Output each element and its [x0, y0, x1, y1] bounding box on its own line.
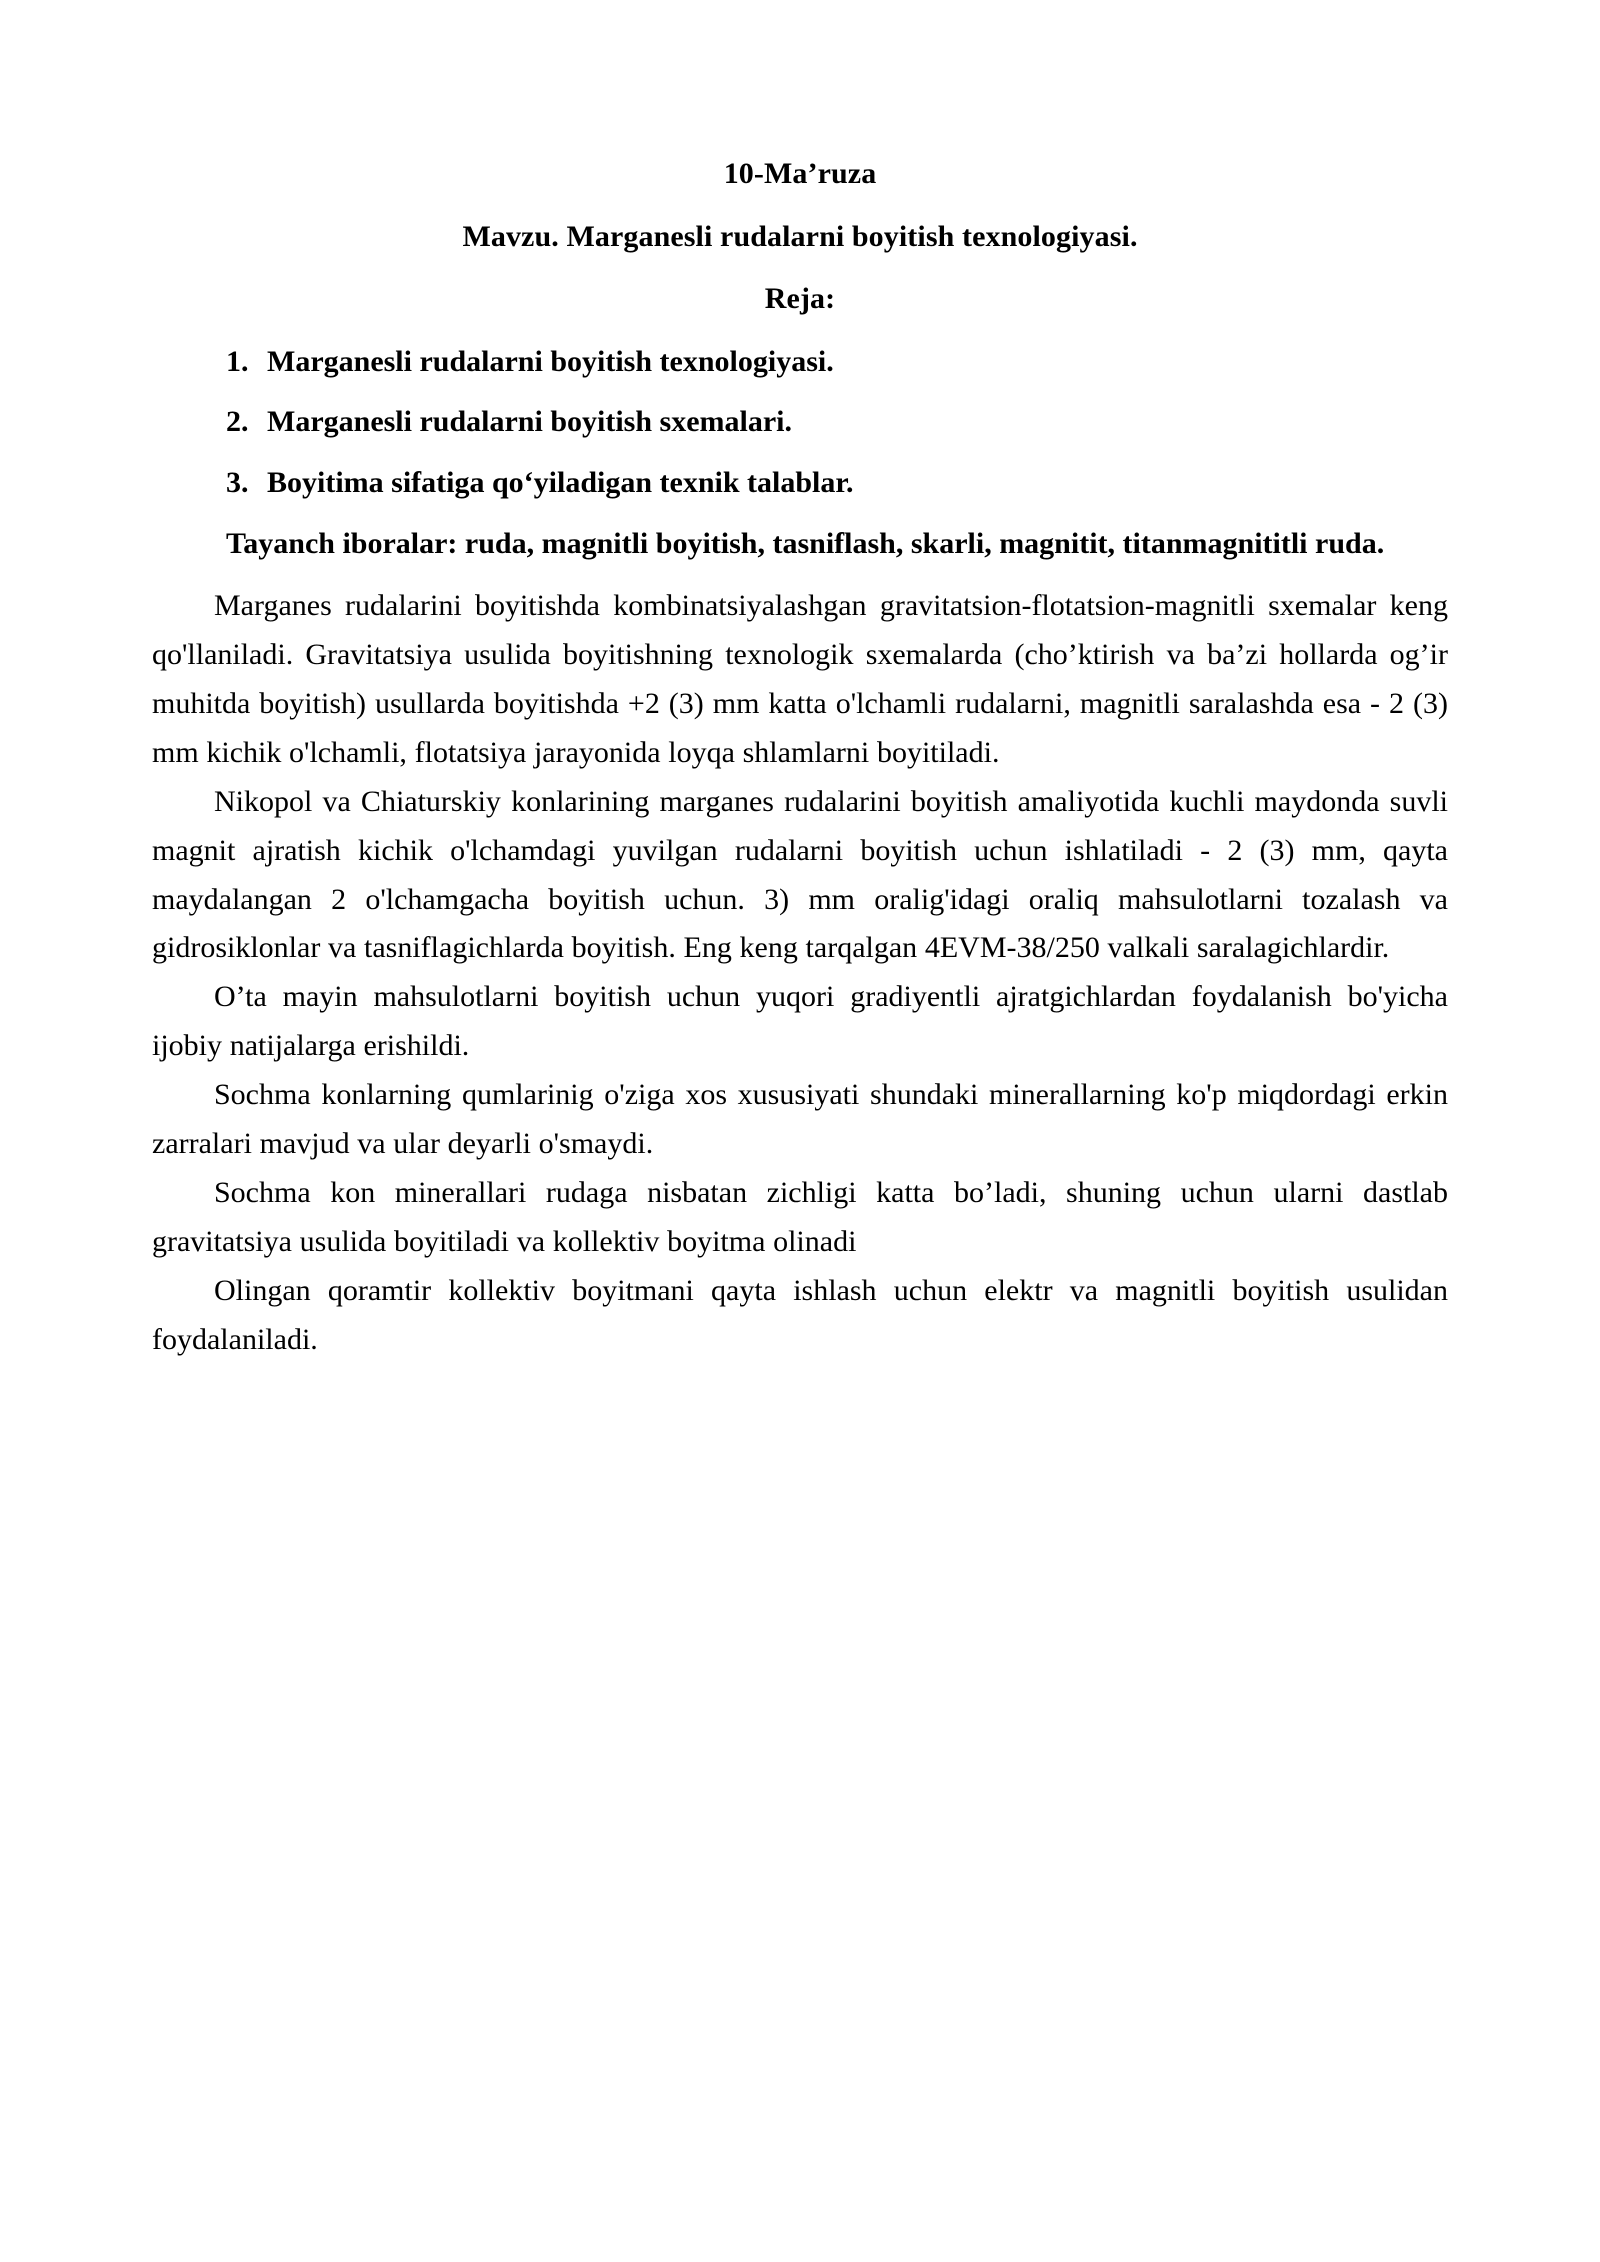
body-paragraph: Sochma kon minerallari rudaga nisbatan zichligi katta bo’ladi, shuning uchun ularni dastlab gravitatsiya usulida boyitiladi va kollektiv boyitma olinadi — [152, 1175, 1448, 1258]
body-paragraph: Olingan qoramtir kollektiv boyitmani qayta ishlash uchun elektr va magnitli boyitish usulidan foydalaniladi. — [152, 1273, 1448, 1356]
lecture-subject-heading: Mavzu. Marganesli rudalarni boyitish texnologiyasi. — [462, 219, 1138, 253]
plan-label: Reja: — [764, 282, 836, 316]
body-paragraph: Sochma konlarning qumlarinig o'ziga xos xususiyati shundaki minerallarning ko'p miqdordagi erkin zarralari mavjud va ular deyarli o'smaydi. — [152, 1078, 1448, 1160]
plan-list-item: Marganesli rudalarni boyitish sxemalari. — [267, 405, 792, 439]
lecture-number-heading: 10-Ma’ruza — [723, 157, 877, 190]
plan-list-item: Boyitima sifatiga qo‘yiladigan texnik talablar. — [267, 465, 854, 499]
keywords-paragraph: Tayanch iboralar: ruda, magnitli boyitish, tasniflash, skarli, magnitit, titanmagnititli ruda. — [226, 526, 1385, 560]
body-paragraph: Marganes rudalarini boyitishda kombinatsiyalashgan gravitatsion-flotatsion-magnitli sxemalar keng qo'llaniladi. Gravitatsiya usulida boyitishning texnologik sxemalarda (cho’ktirish va ba’zi hollarda og’ir muhitda boyitish) usullarda boyitishda +2 (3) mm katta o'lchamli rudalarni, magnitli saralashda esa - 2 (3) mm kichik o'lchamli, flotatsiya jarayonida loyqa shlamlarni boyitiladi. — [152, 589, 1448, 769]
plan-list — [152, 338, 1448, 508]
document-body — [152, 150, 1448, 1364]
body-paragraph: Nikopol va Chiaturskiy konlarining marganes rudalarini boyitish amaliyotida kuchli maydonda suvli magnit ajratish kichik o'lchamdagi yuvilgan rudalarni boyitish uchun ishlatiladi - 2 (3) mm, qayta maydalangan 2 o'lchamgacha boyitish uchun. 3) mm oralig'idagi oraliq mahsulotlarni tozalash va gidrosiklonlar va tasniflagichlarda boyitish. Eng keng tarqalgan 4EVM-38/250 valkali saralagichlardir. — [152, 784, 1448, 965]
plan-list-item: Marganesli rudalarni boyitish texnologiyasi. — [267, 344, 834, 378]
body-paragraph: O’ta mayin mahsulotlarni boyitish uchun yuqori gradiyentli ajratgichlardan foydalanish bo'yicha ijobiy natijalarga erishildi. — [152, 980, 1448, 1063]
